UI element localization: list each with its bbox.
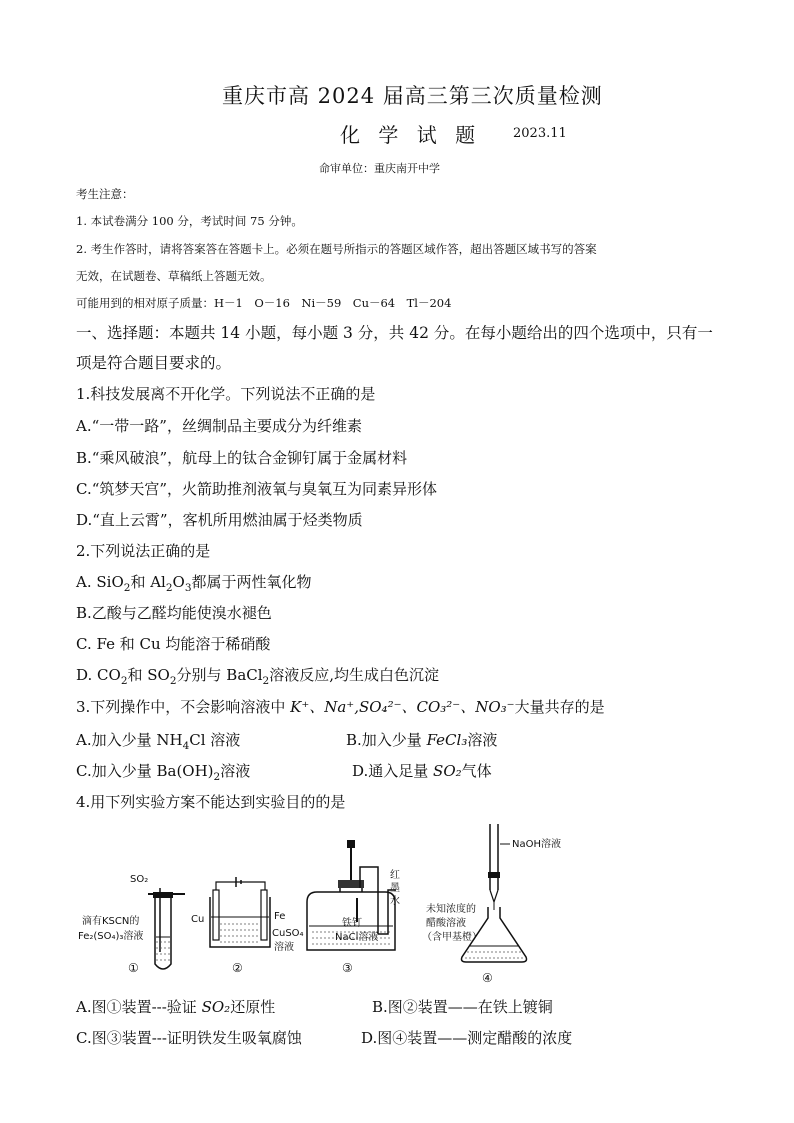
q4-option-d: D.图④装置——测定醋酸的浓度 [361,1029,573,1047]
notice-line-2b: 无效，在试题卷、草稿纸上答题无效。 [76,269,272,283]
svg-text:（含甲基橙）: （含甲基橙） [422,932,482,943]
svg-text:NaCl溶液: NaCl溶液 [335,932,379,943]
exam-date: 2023.11 [513,126,567,141]
q1-option-c: C.“筑梦天宫”，火箭助推剂液氧与臭氧互为同素异形体 [76,480,438,498]
q2-option-d: D. $CO_2$和 $SO_2$分别与 BaCl$_2$溶液反应,均生成白色沉淀 [76,666,440,687]
q3-option-d: D.通入足量 SO₂气体 [352,762,492,780]
svg-text:CuSO₄: CuSO₄ [272,928,304,939]
svg-text:①: ① [128,961,139,975]
q3-stem: 3.下列操作中，不会影响溶液中 K⁺、Na⁺,SO₄²⁻、CO₃²⁻、NO₃⁻大量共存的是 [76,698,605,716]
q1-stem: 1.科技发展离不开化学。下列说法不正确的是 [76,385,376,403]
svg-text:Fe: Fe [274,911,286,922]
svg-text:④: ④ [482,971,493,985]
q4-stem: 4.用下列实验方案不能达到实验目的的是 [76,793,346,811]
q1-option-b: B.“乘风破浪”，航母上的钛合金铆钉属于金属材料 [76,449,408,467]
svg-text:NaOH溶液: NaOH溶液 [512,839,561,850]
q3-ions: K⁺、Na⁺,SO₄²⁻、CO₃²⁻、NO₃⁻ [290,698,515,716]
apparatus-3 [307,840,400,975]
q4-option-a: A.图①装置---验证 SO₂还原性 [76,998,276,1016]
section-heading-line-2: 项是符合题目要求的。 [76,354,232,372]
q4-option-b: B.图②装置——在铁上镀铜 [372,998,553,1016]
svg-text:Fe₂(SO₄)₃溶液: Fe₂(SO₄)₃溶液 [78,931,144,942]
apparatus-1 [78,874,185,975]
page-subtitle: 化 学 试 题 [340,123,482,147]
atomic-masses: 可能用到的相对原子质量：H－1 O－16 Ni－59 Cu－64 Tl－204 [76,296,452,310]
svg-text:②: ② [232,961,243,975]
exam-unit: 命审单位：重庆南开中学 [319,162,440,175]
q4-apparatus-figure [60,822,620,992]
q3-option-a: A.加入少量 $NH_4Cl$ 溶液 [76,731,241,752]
notice-heading: 考生注意： [76,187,134,201]
q3-option-b: B.加入少量 FeCl₃溶液 [346,731,498,749]
q1-option-d: D.“直上云霄”，客机所用燃油属于烃类物质 [76,511,363,529]
q2-option-a: A. SiO$_2$和 $Al_2O_3$都属于两性氧化物 [76,573,312,594]
section-heading-line-1: 一、选择题：本题共 14 小题，每小题 3 分，共 42 分。在每小题给出的四个选项中，只有一 [76,324,713,342]
q3-option-c: C.加入少量 $Ba(OH)_2$溶液 [76,762,251,783]
svg-text:墨: 墨 [390,883,400,894]
svg-text:红: 红 [390,870,400,881]
q4-option-c: C.图③装置---证明铁发生吸氧腐蚀 [76,1029,302,1047]
q2-option-c: C. Fe 和 Cu 均能溶于稀硝酸 [76,635,271,653]
svg-text:SO₂: SO₂ [130,874,149,885]
q2-stem: 2.下列说法正确的是 [76,542,211,560]
svg-text:③: ③ [342,961,353,975]
svg-text:滴有KSCN的: 滴有KSCN的 [82,916,140,927]
q1-option-a: A.“一带一路”，丝绸制品主要成分为纤维素 [76,417,362,435]
apparatus-2 [191,877,304,975]
svg-text:水: 水 [390,896,400,907]
svg-text:溶液: 溶液 [274,942,294,953]
svg-text:未知浓度的: 未知浓度的 [426,904,476,915]
apparatus-4 [422,824,561,985]
q2-option-b: B.乙酸与乙醛均能使溴水褪色 [76,604,272,622]
notice-line-2a: 2. 考生作答时，请将答案答在答题卡上。必须在题号所指示的答题区域作答，超出答题区域书写的答案 [76,242,597,256]
page-title: 重庆市高 2024 届高三第三次质量检测 [222,84,603,108]
svg-text:Cu: Cu [191,914,205,925]
svg-text:铁钉: 铁钉 [342,918,362,929]
notice-line-1: 1. 本试卷满分 100 分，考试时间 75 分钟。 [76,214,303,228]
svg-text:醋酸溶液: 醋酸溶液 [426,918,466,929]
